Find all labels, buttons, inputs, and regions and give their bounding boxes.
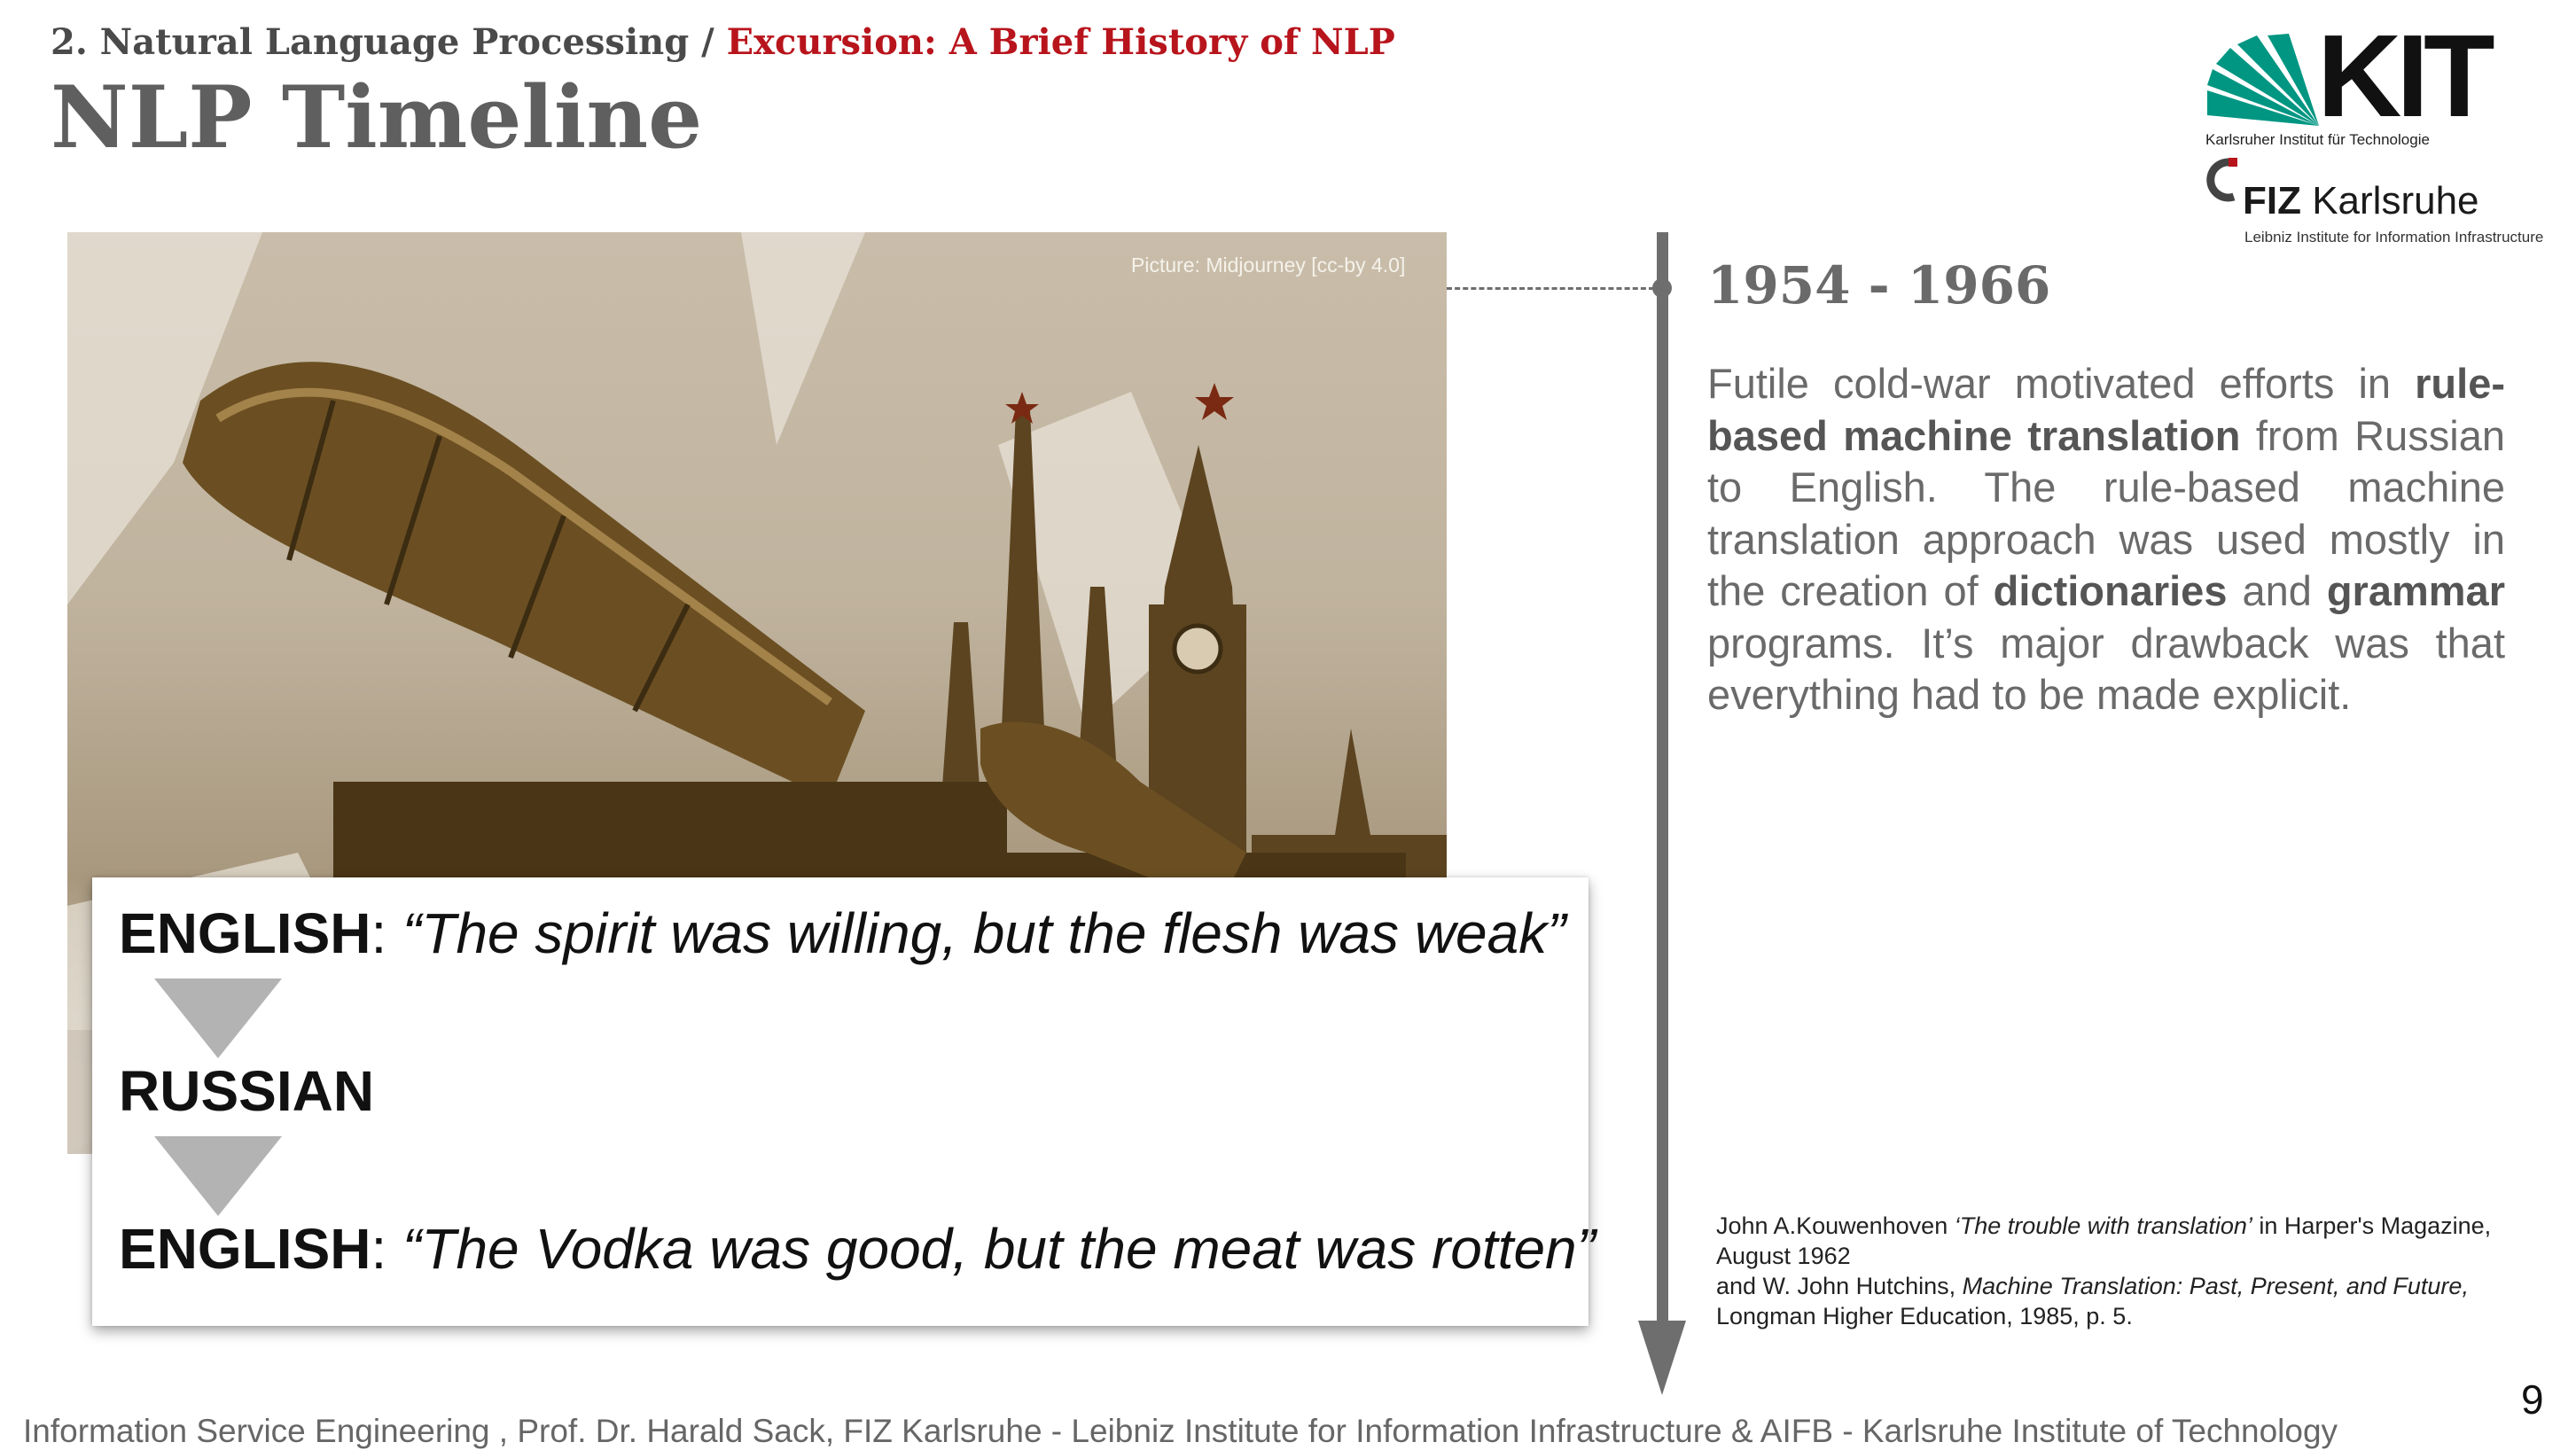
translation-source-line (119, 900, 1566, 966)
kit-logo (2205, 11, 2490, 151)
intermediate-language: RUSSIAN (119, 1059, 375, 1123)
separator: : (371, 1217, 403, 1281)
fiz-mark-icon (2204, 156, 2243, 209)
translation-result-line (119, 1216, 1596, 1282)
period-description: Futile cold-war motivated efforts in rule-based machine translation from Russian to English. The rule-based machine translation approach was used mostly in the creation of dictionaries and grammar programs. It’s major drawback was that everything had to be made explicit. (1707, 360, 2505, 718)
timeline-axis (1657, 232, 1668, 1322)
result-language: ENGLISH (119, 1217, 371, 1281)
kit-wordmark: KIT (2317, 11, 2490, 141)
fiz-logo (2204, 156, 2576, 253)
period-title: 1954 - 1966 (1707, 255, 2051, 316)
kit-fan-icon (2205, 34, 2321, 126)
separator: : (371, 901, 403, 965)
translation-intermediate-line (119, 1058, 374, 1124)
down-arrow-icon (154, 978, 282, 1058)
timeline-marker (1652, 278, 1672, 298)
kit-subtitle: Karlsruher Institut für Technologie (2205, 131, 2430, 148)
source-language: ENGLISH (119, 901, 371, 965)
timeline-arrow-icon (1638, 1321, 1686, 1395)
image-credit: Picture: Midjourney [cc-by 4.0] (1131, 253, 1406, 277)
footer-text: Information Service Engineering , Prof. Dr. Harald Sack, FIZ Karlsruhe - Leibniz Institute for Information Infrastructure & AIFB - Karlsruhe Institute of Technology (23, 1413, 2338, 1449)
page-number: 9 (2521, 1376, 2544, 1423)
fiz-name: FIZ Karlsruhe (2243, 179, 2479, 222)
down-arrow-icon (154, 1136, 282, 1216)
translation-example-card (92, 877, 1596, 1326)
timeline-connector (1447, 287, 1654, 290)
page-title: NLP Timeline (51, 67, 703, 168)
fiz-subtitle: Leibniz Institute for Information Infrastructure (2244, 229, 2544, 246)
breadcrumb-section: 2. Natural Language Processing / (51, 21, 714, 63)
breadcrumb-current: Excursion: A Brief History of NLP (726, 21, 1395, 63)
breadcrumb (51, 21, 1395, 63)
result-quote: “The Vodka was good, but the meat was rotten” (402, 1217, 1596, 1281)
reference-citation: John A.Kouwenhoven ‘The trouble with translation’ in Harper's Magazine, August 1962 and W. John Hutchins, Machine Translation: Past, Present, and Future, Longman Higher Education, 1985, p. 5. (1716, 1212, 2492, 1329)
source-quote: “The spirit was willing, but the flesh was weak” (402, 901, 1566, 965)
